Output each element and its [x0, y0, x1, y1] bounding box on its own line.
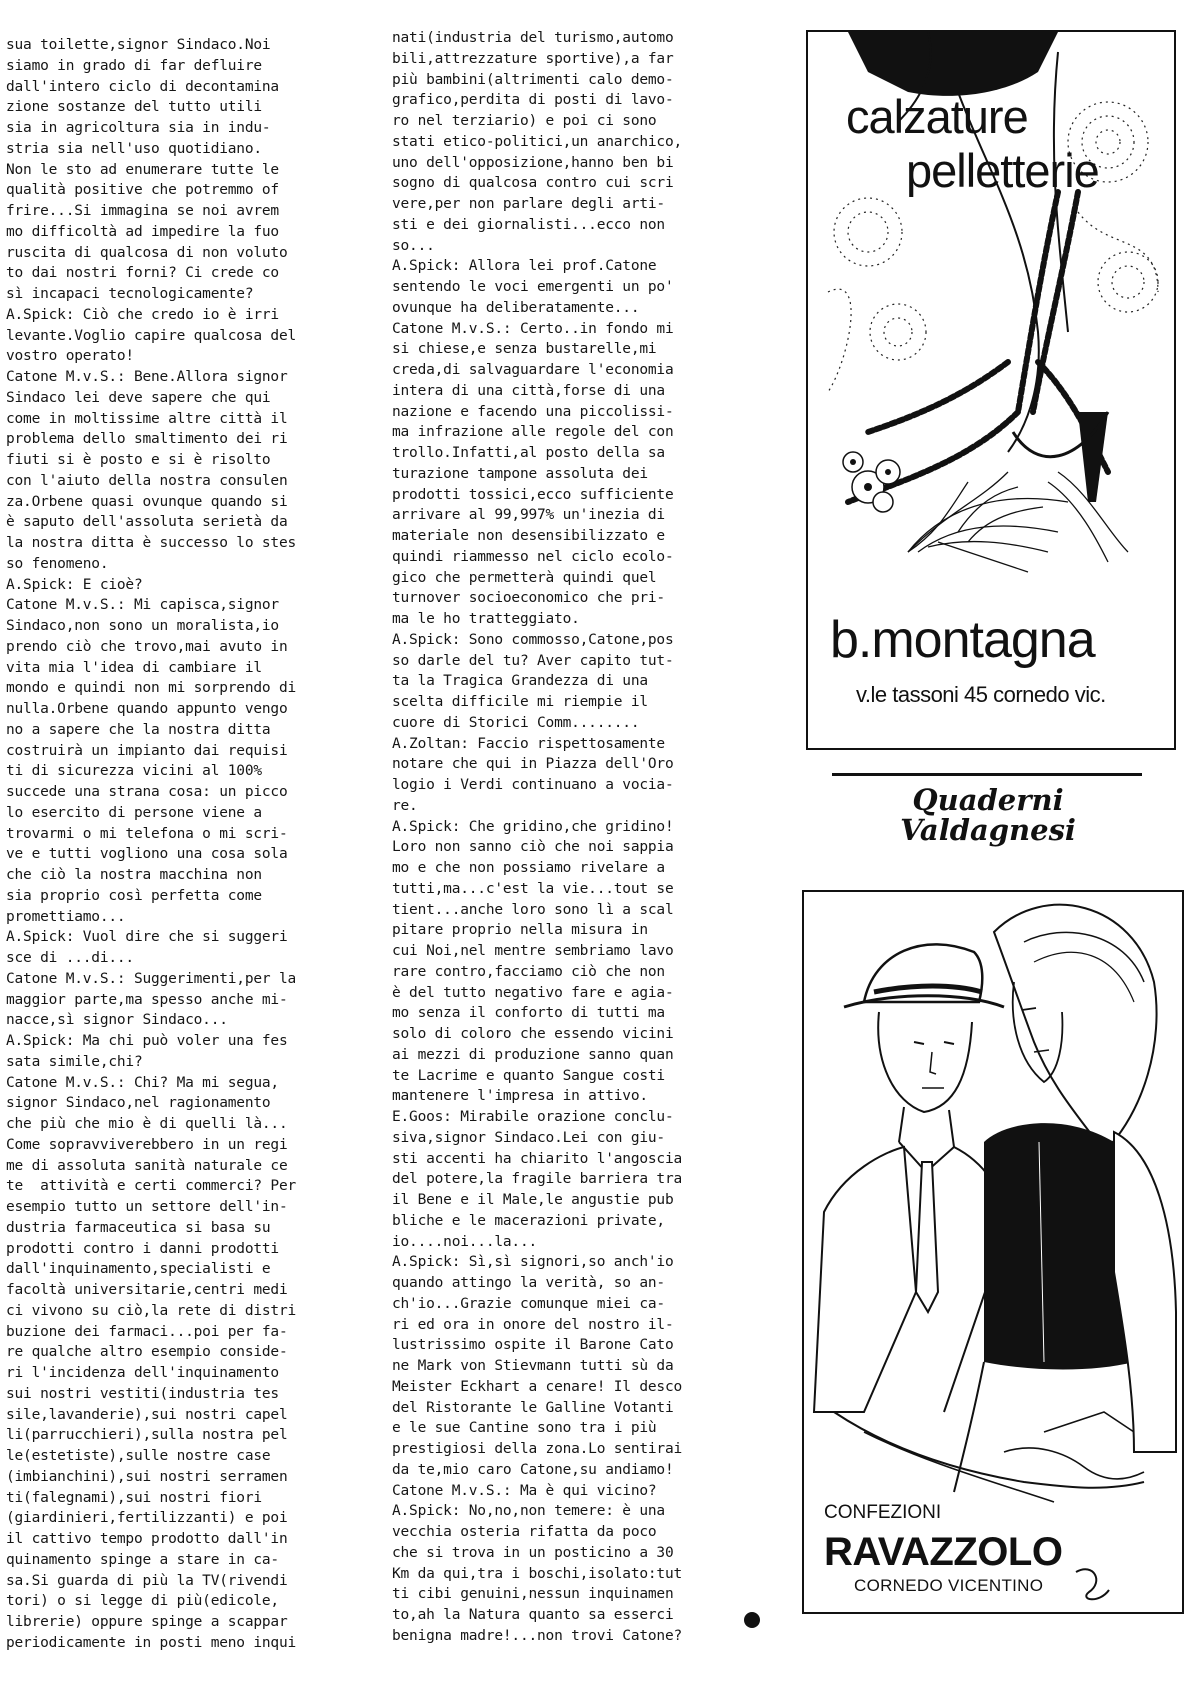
article-column-left	[6, 35, 386, 1654]
ad-ravazzolo-brand: RAVAZZOLO	[824, 1530, 1063, 1574]
article-line: nati(industria del turismo,automo	[392, 30, 674, 46]
article-line: A.Spick: Sì,sì signori,so anch'io	[392, 1254, 674, 1271]
article-line: no a sapere che la nostra ditta	[6, 721, 271, 738]
article-line: ma infrazione alle regole del con	[392, 424, 674, 441]
article-line: notare che qui in Piazza dell'Oro	[392, 756, 674, 773]
article-line: mondo e quindi non mi sorprendo di	[6, 680, 297, 697]
article-line: sia in agricoltura sia in indu-	[6, 120, 271, 136]
article-line: prodotti tossici,ecco sufficiente	[392, 486, 674, 503]
article-line: quando attingo la verità, so an-	[392, 1275, 665, 1291]
clothing-store-ad	[802, 890, 1184, 1614]
article-line: ri ed ora in onore del nostro il-	[392, 1316, 674, 1333]
section-divider	[832, 773, 1142, 776]
article-line: sogno di qualcosa contro cui scri	[392, 175, 674, 192]
article-line: tient...anche loro sono lì a scal	[392, 901, 674, 918]
article-line: nazione e facendo una piccolissi-	[392, 403, 674, 420]
article-line: si chiese,e senza bustarelle,mi	[392, 341, 657, 358]
article-line: me di assoluta sanità naturale ce	[6, 1157, 288, 1174]
article-line: so fenomeno.	[6, 555, 109, 572]
article-line: vecchia osteria rifatta da poco	[392, 1524, 657, 1540]
ad-brand-name: b.montagna	[830, 611, 1095, 669]
article-line: la nostra ditta è successo lo stes	[6, 535, 297, 551]
article-line: dustria farmaceutica si basa su	[6, 1219, 271, 1236]
article-line: è saputo dell'assoluta serietà da	[6, 514, 288, 531]
article-line: mo difficoltà ad impedire la fuo	[6, 223, 279, 240]
article-line: Meister Eckhart a cenare! Il desco	[392, 1378, 683, 1395]
article-line: Catone M.v.S.: Ma è qui vicino?	[392, 1482, 657, 1499]
article-line: levante.Voglio capire qualcosa del	[6, 327, 297, 344]
article-line: sui nostri vestiti(industria tes	[6, 1385, 279, 1402]
article-line: turnover socioeconomico che pri-	[392, 590, 665, 607]
article-line: arrivare al 99,997% un'inezia di	[392, 507, 665, 524]
article-line: bili,attrezzature sportive),a far	[392, 50, 674, 67]
article-line: dall'intero ciclo di decontamina	[6, 78, 279, 95]
article-line: frire...Si immagina se noi avrem	[6, 203, 279, 219]
article-line: uno dell'opposizione,hanno ben bi	[392, 154, 674, 171]
article-line: Catone M.v.S.: Mi capisca,signor	[6, 597, 279, 614]
article-line: prestigiosi della zona.Lo sentirai	[392, 1441, 683, 1457]
article-line: ti di sicurezza vicini al 100%	[6, 763, 262, 780]
article-line: problema dello smaltimento dei ri	[6, 431, 288, 448]
quaderni-line1: Quaderni	[912, 783, 1064, 817]
article-line: (giardinieri,fertilizzanti) e poi	[6, 1510, 288, 1527]
article-line: A.Spick: No,no,non temere: è una	[392, 1503, 665, 1520]
article-line: ri l'incidenza dell'inquinamento	[6, 1365, 279, 1381]
end-of-article-bullet	[744, 1612, 760, 1628]
article-line: da te,mio caro Catone,su andiamo!	[392, 1461, 674, 1478]
article-line: A.Spick: Allora lei prof.Catone	[392, 258, 657, 275]
article-line: te Lacrime e quanto Sangue costi	[392, 1067, 665, 1084]
article-line: ch'io...Grazie comunque miei ca-	[392, 1295, 665, 1312]
article-line: sia proprio così perfetta come	[6, 887, 262, 904]
article-line: A.Spick: Vuol dire che si suggeri	[6, 929, 288, 946]
article-line: ai mezzi di produzione sanno quan	[392, 1046, 674, 1063]
article-line: esempio tutto un settore dell'in-	[6, 1199, 288, 1215]
article-line: nulla.Orbene quando appunto vengo	[6, 701, 288, 717]
article-line: Catone M.v.S.: Suggerimenti,per la	[6, 970, 297, 987]
article-line: mantenere l'impresa in attivo.	[392, 1088, 648, 1105]
article-line: mo e che non possiamo rivelare a	[392, 860, 665, 876]
article-line: dall'inquinamento,specialisti e	[6, 1261, 271, 1278]
article-line: Sindaco lei deve sapere che qui	[6, 389, 271, 406]
article-line: come in moltissime altre città il	[6, 410, 288, 427]
article-line: ci vivono su ciò,la rete di distri	[6, 1302, 297, 1319]
article-line: sce di ...di...	[6, 950, 134, 966]
article-line: pitare proprio nella misura in	[392, 922, 648, 939]
article-line: sa.Si guarda di più la TV(rivendi	[6, 1572, 288, 1589]
article-line: più bambini(altrimenti calo demo-	[392, 71, 674, 88]
article-line: che si trova in un posticino a 30	[392, 1544, 674, 1561]
article-line: benigna madre!...non trovi Catone?	[392, 1627, 683, 1644]
article-line: promettiamo...	[6, 908, 126, 925]
article-line: A.Zoltan: Faccio rispettosamente	[392, 735, 665, 752]
article-line: A.Spick: Ma chi può voler una fes	[6, 1033, 288, 1049]
article-line: to,ah la Natura quanto sa esserci	[392, 1607, 674, 1623]
article-line: Km da qui,tra i boschi,isolato:tut	[392, 1565, 683, 1582]
article-line: re qualche altro esempio conside-	[6, 1344, 288, 1361]
article-line: il Bene e il Male,le angustie pub	[392, 1192, 674, 1208]
article-line: trollo.Infatti,al posto della sa	[392, 445, 665, 461]
article-line: ruscita di qualcosa di non voluto	[6, 244, 288, 261]
article-line: cuore di Storici Comm........	[392, 714, 640, 731]
article-line: periodicamente in posti meno inqui	[6, 1634, 297, 1651]
article-line: del potere,la fragile barriera tra	[392, 1171, 683, 1188]
article-line: li(parrucchieri),sulla nostra pel	[6, 1427, 288, 1444]
article-line: (imbianchini),sui nostri serramen	[6, 1468, 288, 1485]
article-line: signor Sindaco,nel ragionamento	[6, 1095, 271, 1112]
article-line: scelta difficile mi riempie il	[392, 694, 648, 710]
ad-ravazzolo-location: CORNEDO VICENTINO	[854, 1576, 1044, 1595]
article-line: il cattivo tempo prodotto dall'in	[6, 1531, 288, 1547]
article-line: buzione dei farmaci...poi per fa-	[6, 1323, 288, 1340]
article-line: quinamento spinge a stare in ca-	[6, 1551, 279, 1568]
article-line: ne Mark von Stievmann tutti sù da	[392, 1358, 674, 1374]
shoe-store-ad	[806, 30, 1176, 750]
article-line: creda,di salvaguardare l'economia	[392, 362, 674, 378]
article-line: Sindaco,non sono un moralista,io	[6, 618, 279, 634]
article-line: io....noi...la...	[392, 1233, 538, 1250]
article-line: ma le ho tratteggiato.	[392, 611, 580, 627]
article-line: te attività e certi commerci? Per	[6, 1178, 297, 1195]
article-line: Come sopravviverebbero in un regi	[6, 1136, 288, 1153]
article-line: prendo ciò che trovo,mai avuto in	[6, 638, 288, 655]
article-line: vere,per non parlare degli arti-	[392, 196, 665, 212]
article-line: ti(falegnami),sui nostri fiori	[6, 1489, 262, 1506]
article-line: gico che permetterà quindi quel	[392, 569, 657, 586]
article-line: ro nel terziario) e poi ci sono	[392, 113, 657, 129]
article-line: E.Goos: Mirabile orazione conclu-	[392, 1109, 674, 1125]
article-line: tutti,ma...c'est la vie...tout se	[392, 880, 674, 897]
article-line: Catone M.v.S.: Certo..in fondo mi	[392, 320, 674, 337]
article-line: to dai nostri forni? Ci crede co	[6, 265, 279, 282]
article-line: cui Noi,nel mentre sembriamo lavo	[392, 943, 674, 959]
article-line: fiuti si è posto e si è risolto	[6, 452, 271, 468]
article-line: grafico,perdita di posti di lavo-	[392, 92, 674, 109]
article-line: A.Spick: Ciò che credo io è irri	[6, 306, 279, 323]
article-line: che ciò la nostra macchina non	[6, 867, 262, 883]
article-line: trovarmi o mi telefona o mi scri-	[6, 825, 288, 842]
article-line: lustrissimo ospite il Barone Cato	[392, 1337, 674, 1354]
article-line: stati etico-politici,un anarchico,	[392, 133, 683, 150]
article-line: turazione tampone assoluta dei	[392, 465, 648, 482]
ad-calzature-line1: calzature	[846, 90, 1028, 143]
article-line: Non le sto ad enumerare tutte le	[6, 161, 279, 178]
article-line: logio i Verdi continuano a vocia-	[392, 777, 674, 793]
article-line: so darle del tu? Aver capito tut-	[392, 652, 674, 669]
quaderni-title	[818, 785, 1158, 845]
ad-calzature-line2: pelletterie	[906, 144, 1099, 197]
article-line: ve e tutti vogliono una cosa sola	[6, 846, 288, 863]
article-line: Loro non sanno ciò che noi sappia	[392, 839, 674, 856]
ad-ravazzolo-label: CONFEZIONI	[824, 1502, 942, 1523]
article-line: che più che mio è di quelli là...	[6, 1116, 288, 1132]
article-line: e le sue Cantine sono tra i più	[392, 1420, 657, 1437]
article-line: mo senza il conforto di tutti ma	[392, 1005, 665, 1022]
article-line: sì incapaci tecnologicamente?	[6, 286, 254, 302]
article-line: A.Spick: E cioè?	[6, 576, 143, 593]
article-line: è del tutto negativo fare e agia-	[392, 984, 674, 1001]
article-line: bliche e le macerazioni private,	[392, 1212, 665, 1229]
article-line: maggior parte,ma spesso anche mi-	[6, 991, 288, 1008]
article-line: ta la Tragica Grandezza di una	[392, 673, 648, 690]
article-line: vita mia l'idea di cambiare il	[6, 659, 262, 676]
article-line: facoltà universitarie,centri medi	[6, 1282, 288, 1298]
article-line: sile,lavanderie),sui nostri capel	[6, 1406, 288, 1423]
article-line: ovunque ha deliberatamente...	[392, 299, 640, 316]
article-line: ti cibi genuini,nessun inquinamen	[392, 1586, 674, 1603]
article-line: so...	[392, 237, 435, 254]
article-line: sentendo le voci emergenti un po'	[392, 279, 674, 295]
article-line: tori) o si legge di più(edicole,	[6, 1593, 279, 1610]
article-line: Catone M.v.S.: Chi? Ma mi segua,	[6, 1074, 279, 1091]
article-line: costruirà un impianto dai requisi	[6, 742, 288, 759]
article-line: Catone M.v.S.: Bene.Allora signor	[6, 369, 288, 385]
article-line: quindi riammesso nel ciclo ecolo-	[392, 548, 674, 565]
article-line: qualità positive che potremmo of	[6, 182, 279, 199]
article-line: sti accenti ha chiarito l'angoscia	[392, 1150, 683, 1167]
article-line: librerie) oppure spinge a scappar	[6, 1614, 288, 1630]
article-line: solo di coloro che essendo vicini	[392, 1026, 674, 1042]
article-line: rare contro,facciamo ciò che non	[392, 963, 665, 980]
article-line: stria sia nell'uso quotidiano.	[6, 140, 262, 157]
article-line: sti e dei giornalisti...ecco non	[392, 216, 665, 233]
article-line: sua toilette,signor Sindaco.Noi	[6, 37, 271, 53]
article-line: zione sostanze del tutto utili	[6, 99, 262, 116]
article-line: succede una strana cosa: un picco	[6, 784, 288, 800]
article-line: re.	[392, 797, 418, 814]
article-line: siva,signor Sindaco.Lei con giu-	[392, 1129, 665, 1146]
article-line: prodotti contro i danni prodotti	[6, 1240, 279, 1257]
article-line: con l'aiuto della nostra consulen	[6, 472, 288, 489]
article-line: A.Spick: Sono commosso,Catone,pos	[392, 631, 674, 648]
article-line: A.Spick: Che gridino,che gridino!	[392, 818, 674, 835]
article-line: intera di una città,forse di una	[392, 382, 665, 399]
article-column-middle	[392, 28, 772, 1647]
article-line: lo esercito di persone viene a	[6, 804, 262, 821]
quaderni-line2: Valdagnesi	[900, 813, 1076, 847]
article-line: siamo in grado di far defluire	[6, 57, 262, 74]
article-line: vostro operato!	[6, 348, 134, 365]
article-line: le(estetiste),sulle nostre case	[6, 1448, 271, 1464]
ad-address: v.le tassoni 45 cornedo vic.	[856, 682, 1106, 707]
article-line: del Ristorante le Galline Votanti	[392, 1399, 674, 1416]
article-line: nacce,sì signor Sindaco...	[6, 1012, 228, 1029]
article-line: za.Orbene quasi ovunque quando si	[6, 493, 288, 510]
article-line: sata simile,chi?	[6, 1053, 143, 1070]
article-line: materiale non desensibilizzato e	[392, 528, 665, 544]
